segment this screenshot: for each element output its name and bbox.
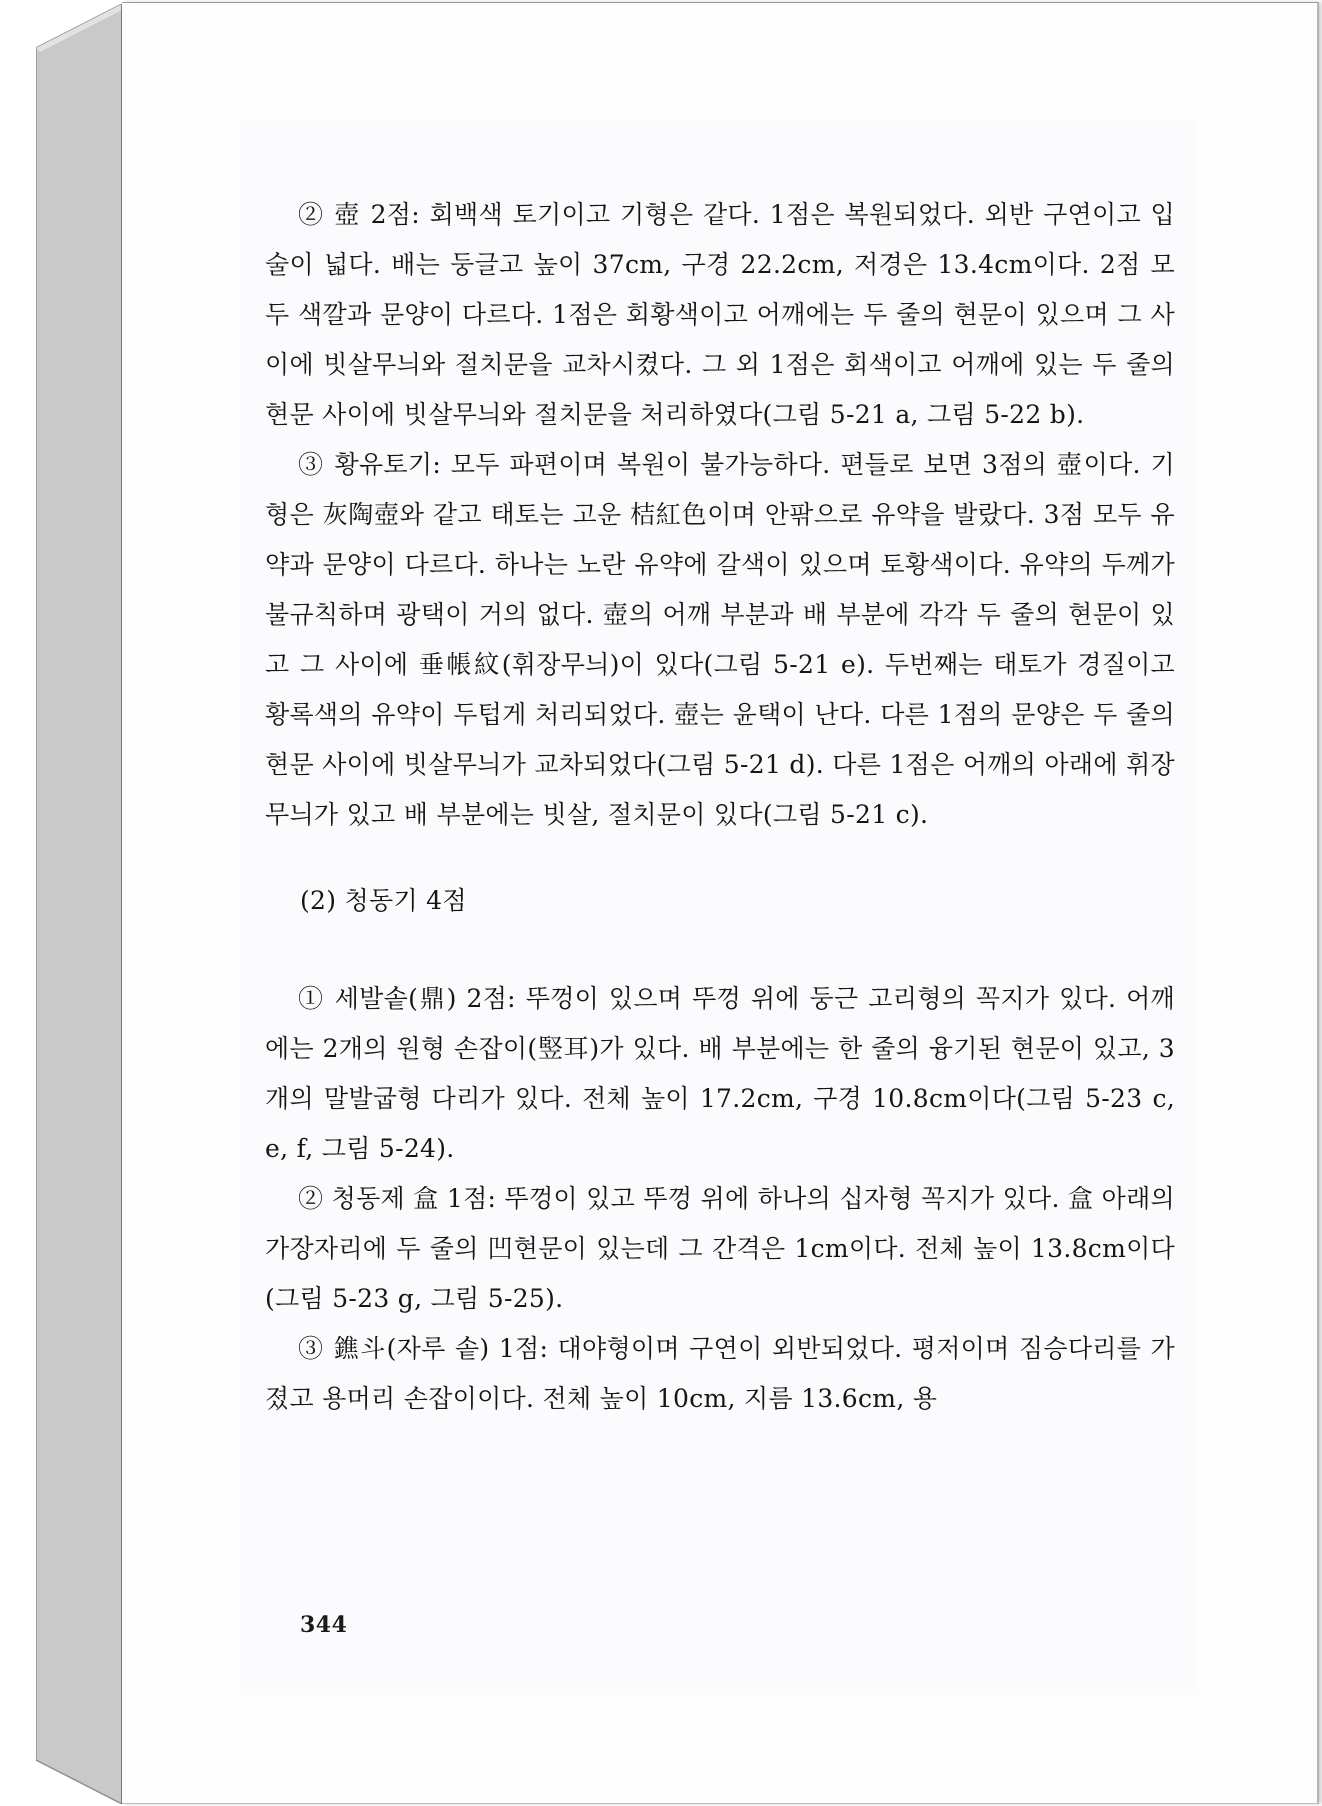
- paragraph-yellow-glazed-pottery: ③ 황유토기: 모두 파편이며 복원이 불가능하다. 편들로 보면 3점의 壺이다. 기형은 灰陶壺와 같고 태토는 고운 桔紅色이며 안팎으로 유약을 발랐다. 3점 모두 유약과 문양이 다르다. 하나는 노란 유약에 갈색이 있으며 토황색이다. 유약의 두께가 불규칙하며 광택이 거의 없다. 壺의 어깨 부분과 배 부분에 각각 두 줄의 현문이 있고 그 사이에 垂帳紋(휘장무늬)이 있다(그림 5-21 e). 두번째는 태토가 경질이고 황록색의 유약이 두텁게 처리되었다. 壺는 윤택이 난다. 다른 1점의 문양은 두 줄의 현문 사이에 빗살무늬가 교차되었다(그림 5-21 d). 다른 1점은 어깨의 아래에 휘장무늬가 있고 배 부분에는 빗살, 절치문이 있다(그림 5-21 c).: [265, 450, 1175, 829]
- page-body: [265, 190, 1175, 1424]
- paragraph-bronze-box: ② 청동제 盒 1점: 뚜껑이 있고 뚜껑 위에 하나의 십자형 꼭지가 있다. 盒 아래의 가장자리에 두 줄의 凹현문이 있는데 그 간격은 1cm이다. 전체 높이 13.8cm이다(그림 5-23 g, 그림 5-25).: [265, 1184, 1175, 1313]
- paragraph-handled-pot: ③ 鐎斗(자루 솥) 1점: 대야형이며 구연이 외반되었다. 평저이며 짐승다리를 가졌고 용머리 손잡이이다. 전체 높이 10cm, 지름 13.6cm, 용: [265, 1334, 1175, 1413]
- book-spine: [36, 4, 124, 1804]
- paragraph-pottery-jar: ② 壺 2점: 회백색 토기이고 기형은 같다. 1점은 복원되었다. 외반 구연이고 입술이 넓다. 배는 둥글고 높이 37cm, 구경 22.2cm, 저경은 13.4cm이다. 2점 모두 색깔과 문양이 다르다. 1점은 회황색이고 어깨에는 두 줄의 현문이 있으며 그 사이에 빗살무늬와 절치문을 교차시켰다. 그 외 1점은 회색이고 어깨에 있는 두 줄의 현문 사이에 빗살무늬와 절치문을 처리하였다(그림 5-21 a, 그림 5-22 b).: [265, 200, 1175, 429]
- section-heading-bronze: (2) 청동기 4점: [300, 886, 467, 915]
- paragraph-bronze-tripod: ① 세발솥(鼎) 2점: 뚜껑이 있으며 뚜껑 위에 둥근 고리형의 꼭지가 있다. 어깨에는 2개의 원형 손잡이(竪耳)가 있다. 배 부분에는 한 줄의 융기된 현문이 있고, 3개의 말발굽형 다리가 있다. 전체 높이 17.2cm, 구경 10.8cm이다(그림 5-23 c, e, f, 그림 5-24).: [265, 984, 1175, 1163]
- page-number: 344: [300, 1612, 348, 1638]
